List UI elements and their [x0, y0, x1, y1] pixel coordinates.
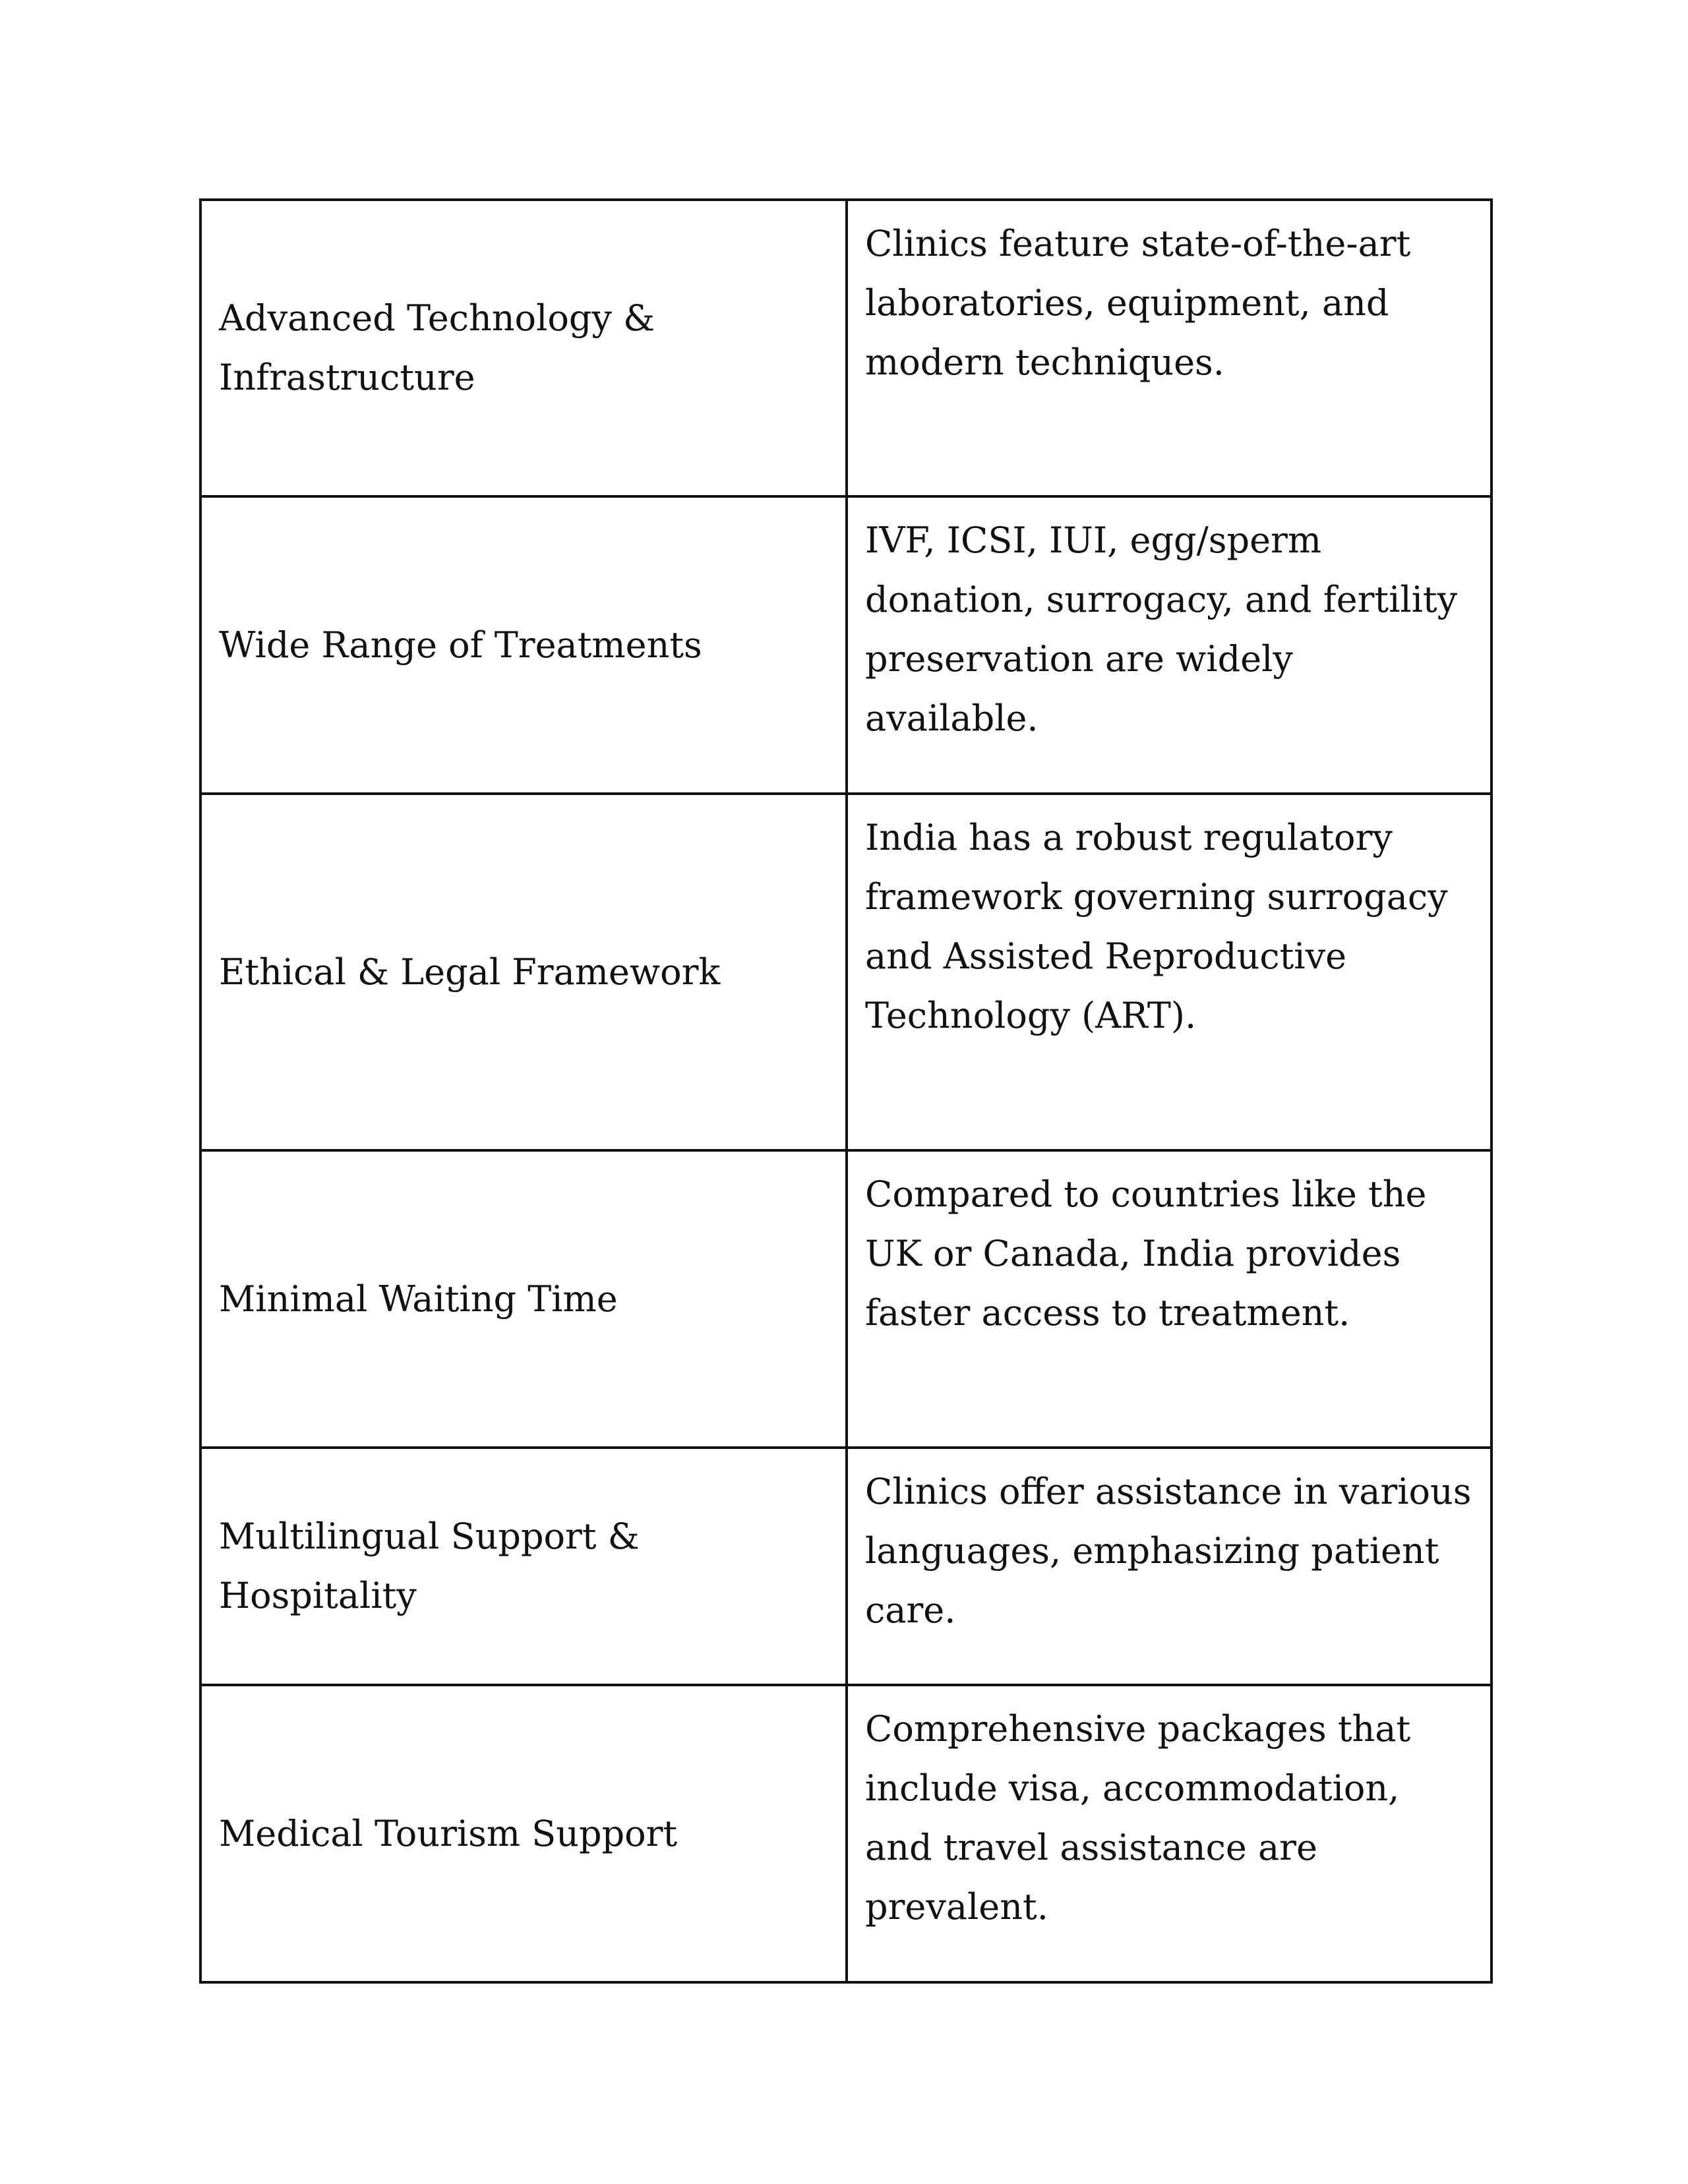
feature-cell: Minimal Waiting Time	[200, 1150, 847, 1448]
feature-cell: Multilingual Support & Hospitality	[200, 1448, 847, 1685]
description-cell: India has a robust regulatory framework governing surrogacy and Assisted Reproductive Technology (ART).	[847, 794, 1492, 1150]
feature-cell: Medical Tourism Support	[200, 1685, 847, 1982]
feature-cell: Wide Range of Treatments	[200, 496, 847, 794]
feature-cell: Advanced Technology & Infrastructure	[200, 200, 847, 496]
table-row	[200, 200, 1492, 496]
table-row	[200, 1150, 1492, 1448]
feature-cell: Ethical & Legal Framework	[200, 794, 847, 1150]
table-row	[200, 1685, 1492, 1982]
description-cell: Clinics feature state-of-the-art laboratories, equipment, and modern techniques.	[847, 200, 1492, 496]
table-row	[200, 794, 1492, 1150]
description-cell: Compared to countries like the UK or Canada, India provides faster access to treatment.	[847, 1150, 1492, 1448]
table-row	[200, 1448, 1492, 1685]
table-row	[200, 496, 1492, 794]
features-table	[199, 198, 1493, 1984]
description-cell: IVF, ICSI, IUI, egg/sperm donation, surrogacy, and fertility preservation are widely available.	[847, 496, 1492, 794]
description-cell: Comprehensive packages that include visa, accommodation, and travel assistance are prevalent.	[847, 1685, 1492, 1982]
description-cell: Clinics offer assistance in various languages, emphasizing patient care.	[847, 1448, 1492, 1685]
